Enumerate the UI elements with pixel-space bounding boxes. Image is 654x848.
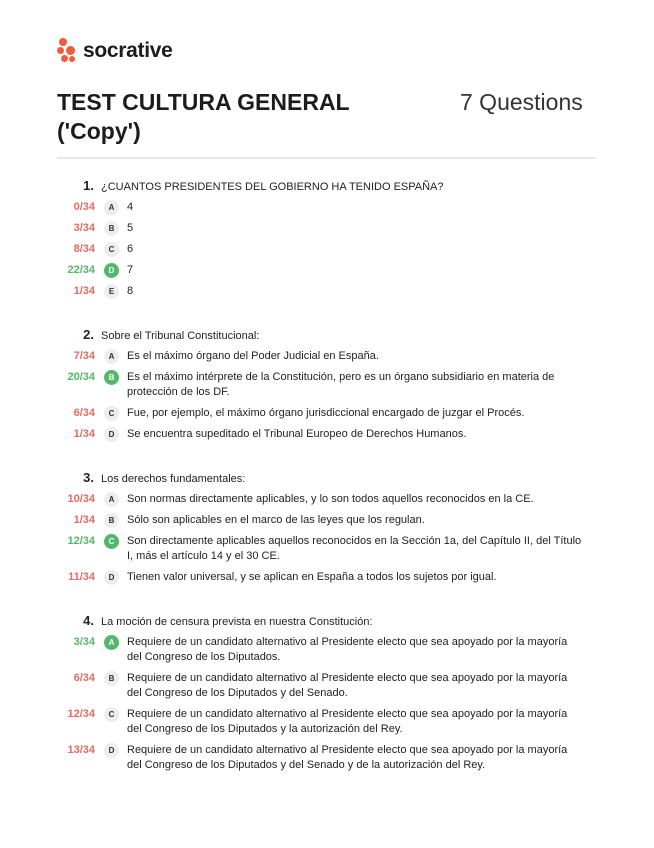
question-text: Los derechos fundamentales: xyxy=(101,473,246,485)
answer-text: 5 xyxy=(127,222,134,234)
answer-stat: 1/34 xyxy=(73,428,95,440)
answer-letter-badge: D xyxy=(104,427,119,442)
answer-row xyxy=(0,221,654,236)
question-header xyxy=(0,327,654,343)
question-header xyxy=(0,613,654,629)
answer-letter-badge: A xyxy=(104,492,119,507)
answer-text: Requiere de un candidato alternativo al Presidente electo que sea apoyado por la mayoría del Congreso de los Diputados y del Senado y de la autorización del Rey. xyxy=(127,744,568,771)
answer-stat: 12/34 xyxy=(67,708,95,720)
correct-answer-badge: C xyxy=(104,534,119,549)
answer-text: 4 xyxy=(127,201,134,213)
answer-row xyxy=(0,513,654,528)
answer-row xyxy=(0,671,654,701)
answer-row xyxy=(0,743,654,773)
answer-text: Son normas directamente aplicables, y lo son todos aquellos reconocidos en la CE. xyxy=(127,493,534,505)
answer-letter-badge: B xyxy=(104,221,119,236)
question-block xyxy=(0,470,654,585)
answer-stat: 1/34 xyxy=(73,285,95,297)
answer-letter-badge: A xyxy=(104,200,119,215)
answer-row xyxy=(0,370,654,400)
answer-row xyxy=(0,406,654,421)
answer-stat: 1/34 xyxy=(73,514,95,526)
answer-row xyxy=(0,635,654,665)
answer-row xyxy=(0,284,654,299)
answer-letter-badge: C xyxy=(104,242,119,257)
question-number: 3. xyxy=(83,470,94,485)
answer-row xyxy=(0,263,654,278)
answer-stat: 3/34 xyxy=(73,222,95,234)
correct-answer-badge: B xyxy=(104,370,119,385)
question-block xyxy=(0,178,654,299)
answer-stat: 12/34 xyxy=(67,535,95,547)
answer-letter-badge: B xyxy=(104,513,119,528)
answer-text: Requiere de un candidato alternativo al Presidente electo que sea apoyado por la mayoría del Congreso de los Diputados y la autorización del Rey. xyxy=(127,708,568,735)
answer-text: Es el máximo órgano del Poder Judicial en España. xyxy=(127,350,379,362)
questions-list xyxy=(0,178,654,801)
answer-text: Sólo son aplicables en el marco de las leyes que los regulan. xyxy=(127,514,425,526)
answer-row xyxy=(0,242,654,257)
answer-stat: 7/34 xyxy=(73,350,95,362)
correct-answer-badge: D xyxy=(104,263,119,278)
answer-stat: 22/34 xyxy=(67,264,95,276)
answer-stat: 10/34 xyxy=(67,493,95,505)
answer-letter-badge: C xyxy=(104,707,119,722)
question-block xyxy=(0,327,654,442)
question-count: 7 Questions xyxy=(460,89,583,115)
answer-letter-badge: B xyxy=(104,671,119,686)
answer-stat: 3/34 xyxy=(73,636,95,648)
correct-answer-badge: A xyxy=(104,635,119,650)
answer-text: Son directamente aplicables aquellos reconocidos en la Sección 1a, del Capítulo II, del Título I, más el artículo 14 y el 30 CE. xyxy=(127,535,582,562)
answer-row xyxy=(0,349,654,364)
answer-row xyxy=(0,200,654,215)
answer-stat: 11/34 xyxy=(68,571,95,583)
answer-row xyxy=(0,492,654,507)
answer-letter-badge: D xyxy=(104,570,119,585)
question-text: La moción de censura prevista en nuestra Constitución: xyxy=(101,616,373,628)
answer-stat: 6/34 xyxy=(73,407,95,419)
question-number: 1. xyxy=(83,178,94,193)
answer-stat: 6/34 xyxy=(73,672,95,684)
question-block xyxy=(0,613,654,773)
answer-stat: 8/34 xyxy=(73,243,95,255)
answer-text: Requiere de un candidato alternativo al Presidente electo que sea apoyado por la mayoría del Congreso de los Diputados y del Senado. xyxy=(127,672,568,699)
header-divider xyxy=(57,157,596,159)
quiz-title: TEST CULTURA GENERAL ('Copy') xyxy=(57,89,350,144)
question-number: 2. xyxy=(83,327,94,342)
answer-text: 6 xyxy=(127,243,134,255)
answer-letter-badge: E xyxy=(104,284,119,299)
answer-stat: 13/34 xyxy=(67,744,95,756)
answer-row xyxy=(0,570,654,585)
answer-text: Tienen valor universal, y se aplican en España a todos los sujetos por igual. xyxy=(127,571,497,583)
answer-text: 8 xyxy=(127,285,134,297)
answer-text: Requiere de un candidato alternativo al Presidente electo que sea apoyado por la mayoría del Congreso de los Diputados. xyxy=(127,636,568,663)
answer-letter-badge: A xyxy=(104,349,119,364)
answer-letter-badge: C xyxy=(104,406,119,421)
logo-dots-icon xyxy=(57,38,77,64)
socrative-logo xyxy=(57,38,173,64)
answer-row xyxy=(0,707,654,737)
question-header xyxy=(0,470,654,486)
answer-text: Es el máximo intérprete de la Constitución, pero es un órgano subsidiario en materia de protección de los DF. xyxy=(127,371,555,398)
answer-letter-badge: D xyxy=(104,743,119,758)
answer-text: 7 xyxy=(127,264,134,276)
logo-text: socrative xyxy=(83,39,173,62)
answer-stat: 0/34 xyxy=(73,201,95,213)
question-text: ¿CUANTOS PRESIDENTES DEL GOBIERNO HA TENIDO ESPAÑA? xyxy=(101,181,444,193)
answer-row xyxy=(0,427,654,442)
answer-stat: 20/34 xyxy=(67,371,95,383)
question-number: 4. xyxy=(83,613,94,628)
question-text: Sobre el Tribunal Constitucional: xyxy=(101,330,260,342)
answer-text: Fue, por ejemplo, el máximo órgano jurisdiccional encargado de juzgar el Procés. xyxy=(127,407,525,419)
answer-row xyxy=(0,534,654,564)
question-header xyxy=(0,178,654,194)
answer-text: Se encuentra supeditado el Tribunal Europeo de Derechos Humanos. xyxy=(127,428,467,440)
